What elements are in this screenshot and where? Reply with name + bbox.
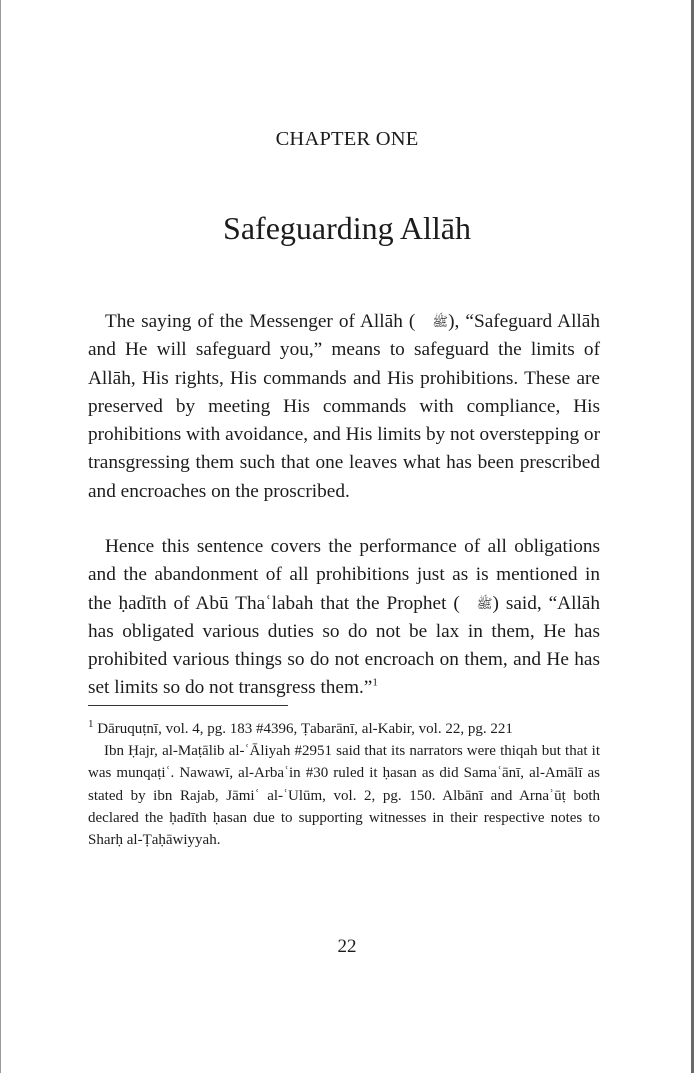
- honorific-symbol: ﷺ: [476, 595, 493, 611]
- paragraph-text: Hence this sentence covers the performance of all obligations and the abandonment of all prohibitions just as is mentioned in the ḥadīth of Abū Thaʿlabah that the Prophet (: [88, 536, 600, 614]
- footnote-line: [88, 740, 600, 851]
- footnote-line: [88, 718, 600, 740]
- page-number: 22: [337, 936, 357, 957]
- paragraph-text: ), “Safeguard Allāh and He will safeguard you,” means to safeguard the limits of Allāh, His rights, His commands and His prohibitions. These are preserved by meeting His commands with compliance, His prohibitions with avoidance, and His limits by not overstepping or transgressing them such that one leaves what has been prescribed and encroaches on the proscribed.: [88, 311, 600, 502]
- footnote-divider: [88, 705, 288, 706]
- body-paragraph: [88, 533, 600, 703]
- chapter-title: Safeguarding Allāh: [223, 210, 471, 246]
- footnote-text: Dāruquṭnī, vol. 4, pg. 183 #4396, Ṭabarānī, al-Kabir, vol. 22, pg. 221: [97, 721, 513, 737]
- footnote-text: Ibn Ḥajr, al-Maṭālib al-ʿĀliyah #2951 said that its narrators were thiqah but that it was munqaṭiʿ. Nawawī, al-Arbaʿin #30 ruled it ḥasan as did Samaʿānī, al-Amālī as stated by ibn Rajab, Jāmiʿ al-ʿUlūm, vol. 2, pg. 150. Albānī and Arnaʾūṭ both declared the ḥadīth ḥasan due to supporting witnesses in their respective notes to Sharḥ al-Ṭaḥāwiyyah.: [88, 743, 600, 849]
- body-paragraph: [88, 308, 600, 506]
- honorific-symbol: ﷺ: [432, 314, 449, 329]
- paragraph-text: The saying of the Messenger of Allāh (: [105, 311, 416, 332]
- footnote-reference[interactable]: 1: [372, 677, 378, 690]
- footnote-marker: 1: [88, 718, 94, 730]
- paragraph-text: ) said, “Allāh has obligated various duties so do not be lax in them, He has prohibited various things so do not encroach on them, and He has set limits so do not transgress them.”: [88, 592, 601, 699]
- chapter-label: CHAPTER ONE: [275, 128, 419, 150]
- footnotes: [88, 718, 600, 851]
